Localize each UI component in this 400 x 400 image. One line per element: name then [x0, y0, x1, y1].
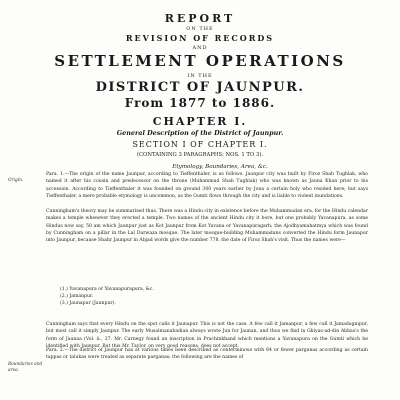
on-the-label: ON THE	[186, 26, 214, 32]
chapter-heading: CHAPTER I.	[152, 115, 248, 128]
paragraph-4: Para. 2.—The district of Jaunpur has at various times been described as conterminous with 64 or fewer parganas according as certain tappas or talukas were treated as separate parganas; the following are the names of	[46, 348, 368, 361]
district-heading: DISTRICT OF JAUNPUR.	[95, 80, 305, 95]
paragraph-1: Para. 1.—The origin of the name Jaunpur, according to Tieffenthaler, is as follows. Jaunpur city was built by Firoz Shah Tughlak, who named it after his cousin and predecessor on the throne (Muhammad Shah Tughlak) who was known as Jauna Khan prior to his accession. According to Tieffenthaler it was founded on ground 300 years earlier by Jona a certain holy who resided here; but says Tieffenthaler, a mere probable etymology is uncommon, as the Gumti flows through the city and is liable to violent inundations.	[46, 172, 368, 199]
report-heading: REPORT	[164, 12, 236, 25]
date-range: From 1877 to 1886.	[124, 96, 276, 110]
chapter-subtitle: General Description of the District of Jaunpur.	[116, 129, 284, 137]
section-contents-note: (CONTAINING 3 PARAGRAPHS: NOS. 1 TO 3).	[136, 152, 264, 158]
margin-note-origin: Origin.	[8, 178, 24, 183]
section-heading: SECTION I OF CHAPTER I.	[132, 140, 268, 149]
paragraph-2: Cunningham's theory may be summarised thus. There was a Hindu city in existence before the Muhammadan era, for the Hindu calendar makes a temple whenever they erected a temple. Two names of the ancient Hindu city it bore, but one probably Yavanapura, as some Hindus now say, 50 am which Jaunpur just as Kot Jaunpur from Kot Yavana or Yavanapuragarh; the Ajodhyamahatmya which was found by Cunningham on a pillar in the Lal Darwaza mosque. The later mosque-building Muhammadans converted the Hindu form Jaunapur into Jaunpur, because Shahr Jaunpur in Abjad words give the number 778, the date of Firoz Shah's visit. Thus the names were—	[46, 209, 368, 244]
name-list	[60, 286, 360, 308]
paragraph-3: Cunningham says that every Hindu on the spot calls it Jaunapur. This is not the case. A few call it Jamanpur, a few call it Jamadagnipur, but most call it simply Jaunpur. The early Musalmanabadian always wrote Jun for Jaunan, and thus we find in Ghiyas-ud-din Abbas's the form of Jaunaa (Vol. ii., 27. Mr. Carnegy found an inscription in Prachinkhand which mentions a Yavanapura on the Gumti which he identified with Jaunpur. But this Mr. Taylor, on very good reasons, does not accept.	[46, 322, 368, 349]
list-item: (1.) Yavanapura or Yavanapurapura, &c.	[60, 287, 154, 292]
margin-note-boundaries: Boundaries and area.	[8, 362, 43, 373]
list-item: (2.) Jamanpur.	[60, 294, 94, 300]
topic-heading: Etymology, Boundaries, Area, &c.	[172, 164, 268, 170]
and-label: AND	[192, 45, 208, 51]
revision-heading: REVISION OF RECORDS	[125, 33, 275, 43]
settlement-heading: SETTLEMENT OPERATIONS	[54, 52, 346, 70]
in-the-label: IN THE	[187, 73, 213, 79]
list-item: (3.) Jaunapur (Jaunpur).	[60, 301, 116, 307]
